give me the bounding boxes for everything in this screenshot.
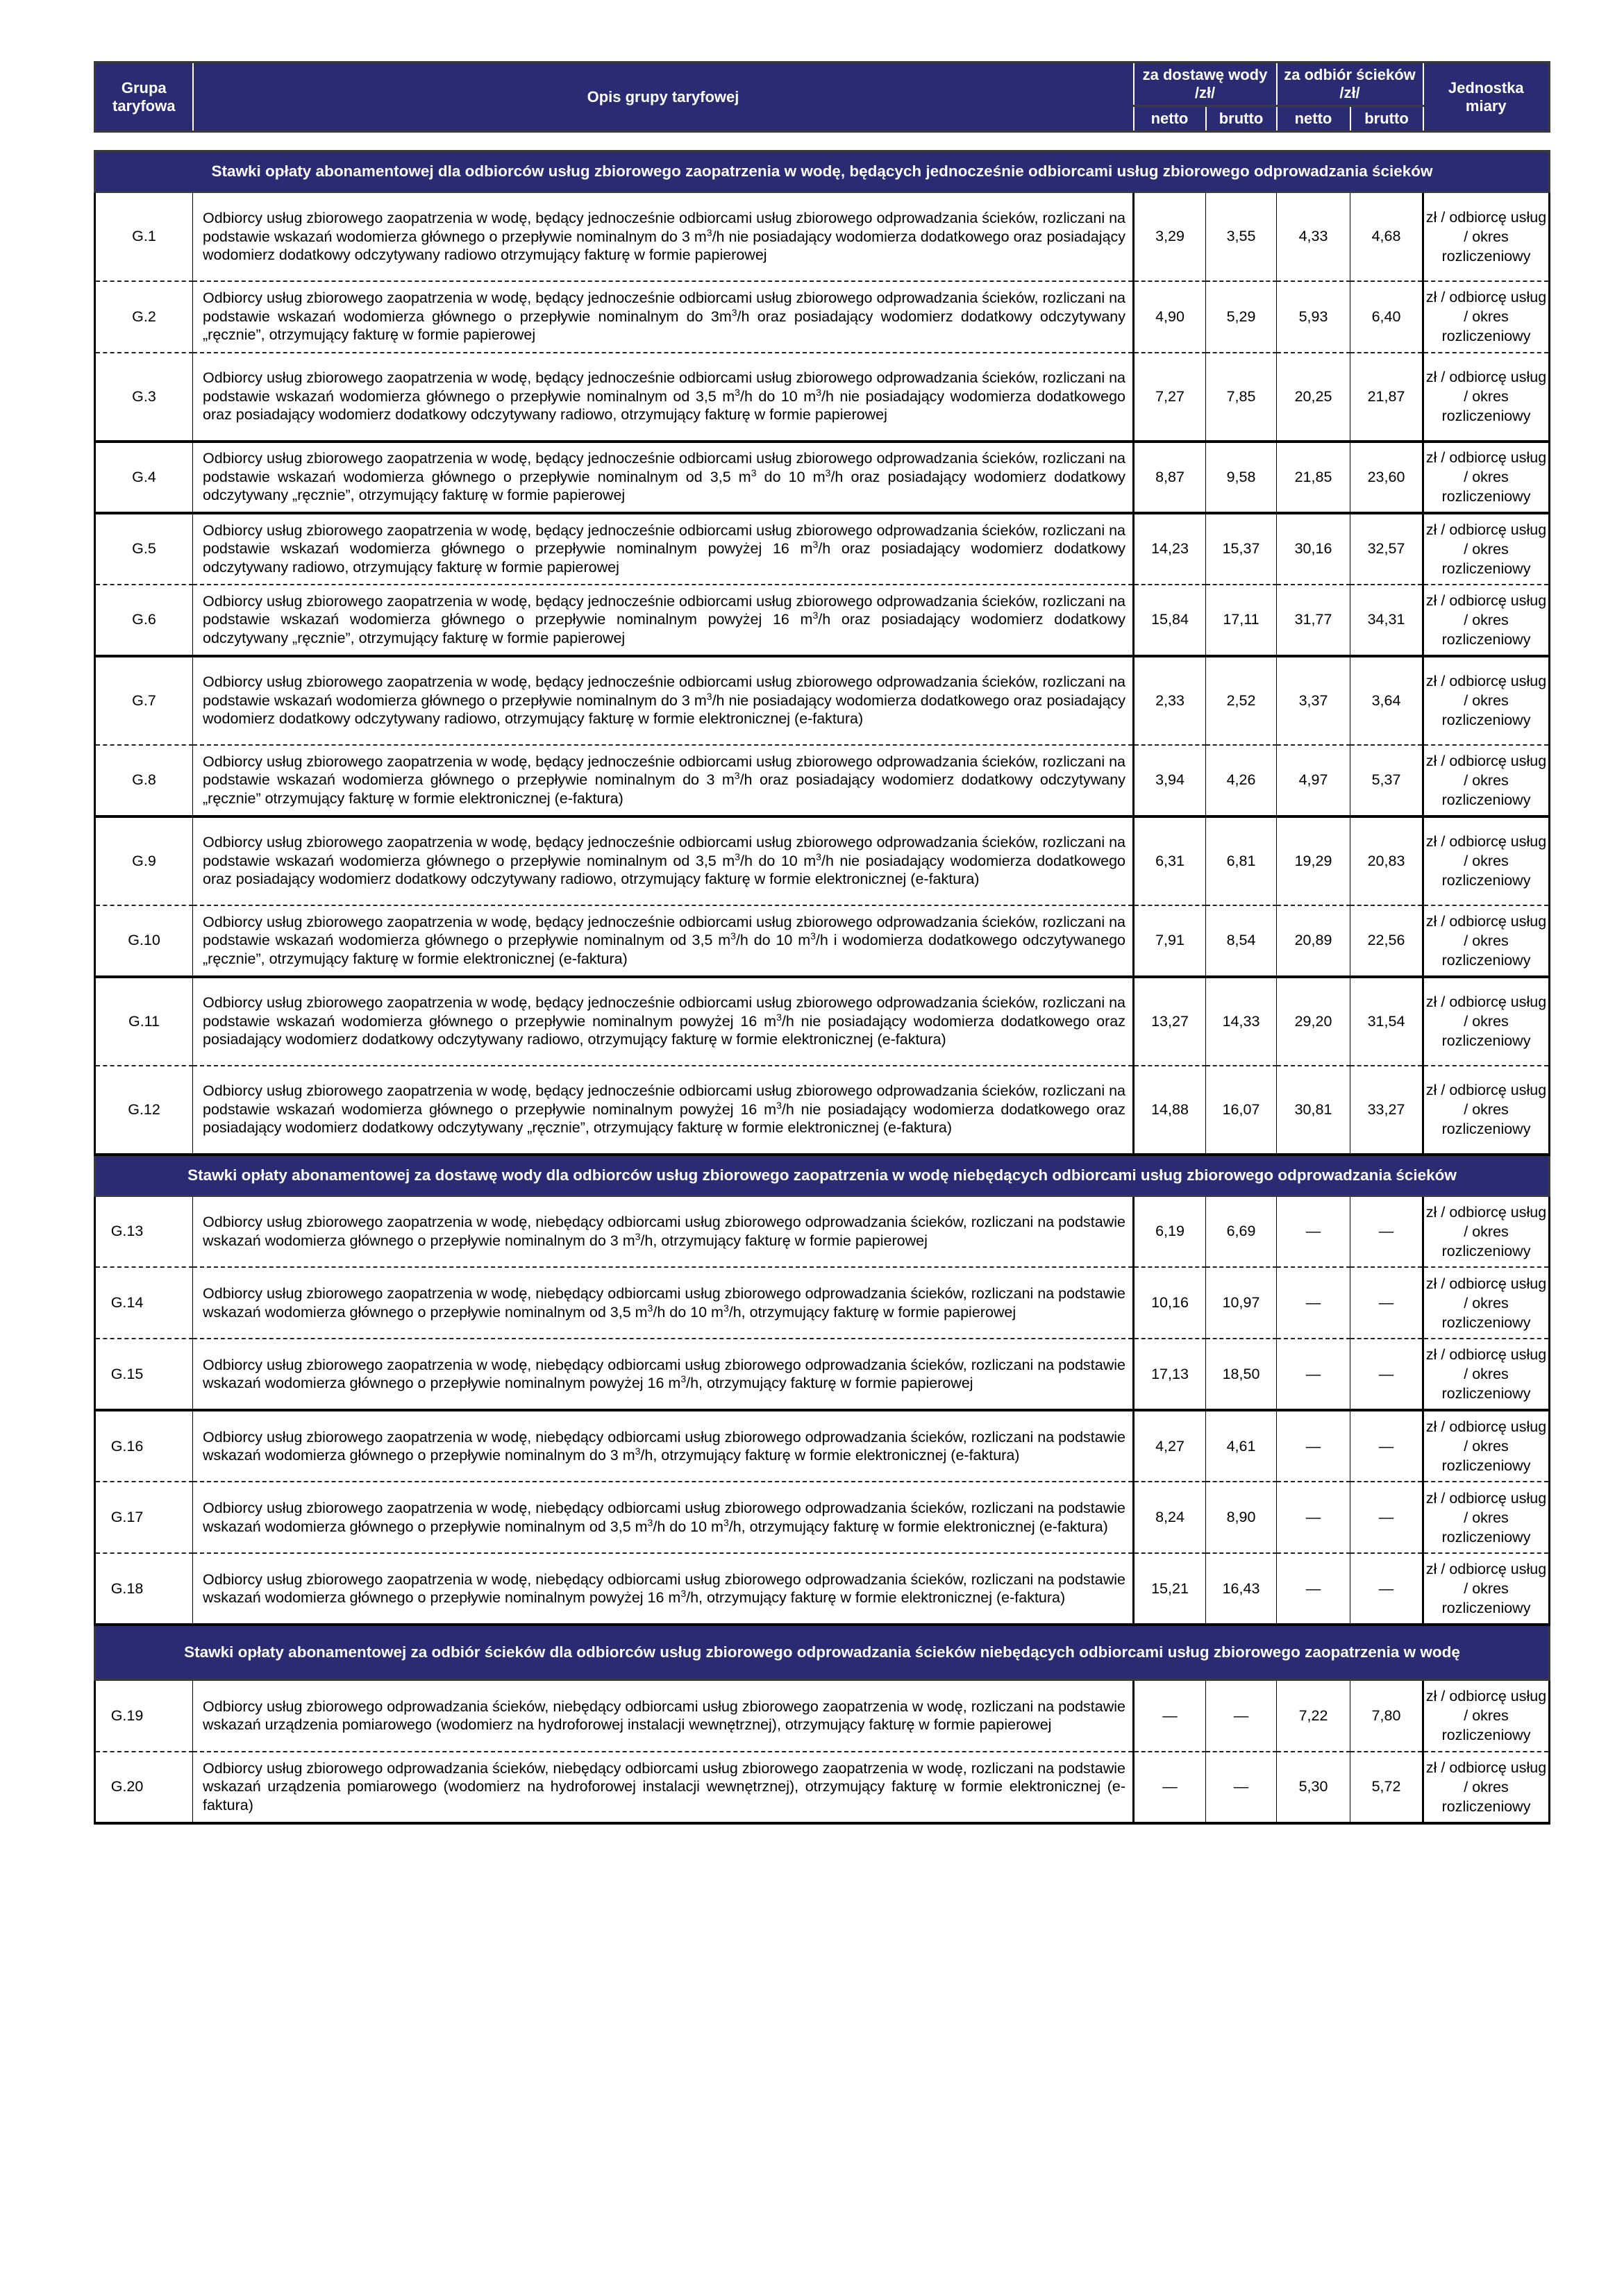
section-title: Stawki opłaty abonamentowej za odbiór ścieków dla odbiorców usług zbiorowego odprowadzania ścieków niebędących odbiorcami usług zbiorowego zaopatrzenia w wodę bbox=[95, 1625, 1550, 1680]
description-cell: Odbiorcy usług zbiorowego zaopatrzenia w wodę, niebędący odbiorcami usług zbiorowego odprowadzania ścieków, rozliczani na podstawie wskazań wodomierza głównego o przepływie nominalnym do 3 $m^3/h$, otrzymujący fakturę w formie papierowej bbox=[193, 1196, 1134, 1267]
sewage-netto-cell: 20,25 bbox=[1277, 353, 1350, 442]
description-cell: Odbiorcy usług zbiorowego zaopatrzenia w wodę, niebędący odbiorcami usług zbiorowego odprowadzania ścieków, rozliczani na podstawie wskazań wodomierza głównego o przepływie nominalnym powyżej 16 $m^3/h$, otrzymujący fakturę w formie elektronicznej (e-faktura) bbox=[193, 1553, 1134, 1625]
water-brutto-cell: 17,11 bbox=[1206, 585, 1277, 656]
water-brutto-cell: 2,52 bbox=[1206, 656, 1277, 745]
water-brutto-cell: 14,33 bbox=[1206, 977, 1277, 1066]
sewage-brutto-cell: — bbox=[1350, 1553, 1423, 1625]
sewage-brutto-cell: 3,64 bbox=[1350, 656, 1423, 745]
table-row bbox=[95, 585, 1550, 656]
sewage-brutto-cell: 6,40 bbox=[1350, 281, 1423, 353]
group-code-cell: G.5 bbox=[95, 513, 193, 585]
sewage-netto-cell: 20,89 bbox=[1277, 905, 1350, 977]
sewage-brutto-cell: 23,60 bbox=[1350, 442, 1423, 513]
unit-cell: zł / odbiorcę usług / okres rozliczeniowy bbox=[1423, 1553, 1550, 1625]
table-row bbox=[95, 1339, 1550, 1410]
group-code-cell: G.6 bbox=[95, 585, 193, 656]
sewage-brutto-cell: 33,27 bbox=[1350, 1066, 1423, 1155]
sewage-netto-cell: 4,97 bbox=[1277, 745, 1350, 816]
section-title: Stawki opłaty abonamentowej dla odbiorców usług zbiorowego zaopatrzenia w wodę, będących jednocześnie odbiorcami usług zbiorowego odprowadzania ścieków bbox=[95, 151, 1550, 192]
description-cell: Odbiorcy usług zbiorowego zaopatrzenia w wodę, będący jednocześnie odbiorcami usług zbiorowego odprowadzania ścieków, rozliczani na podstawie wskazań wodomierza głównego o przepływie nominalnym od 3,5 $m^3/h$ do 10 $m^3/h$ i wodomierza dodatkowego odczytywanego „ręcznie”, otrzymujący fakturę w formie elektronicznej (e-faktura) bbox=[193, 905, 1134, 977]
water-netto-cell: 2,33 bbox=[1134, 656, 1206, 745]
unit-cell: zł / odbiorcę usług / okres rozliczeniowy bbox=[1423, 1196, 1550, 1267]
sewage-brutto-cell: — bbox=[1350, 1196, 1423, 1267]
sewage-netto-cell: 4,33 bbox=[1277, 192, 1350, 281]
group-code-cell: G.10 bbox=[95, 905, 193, 977]
group-code-cell: G.8 bbox=[95, 745, 193, 816]
unit-cell: zł / odbiorcę usług / okres rozliczeniowy bbox=[1423, 353, 1550, 442]
unit-cell: zł / odbiorcę usług / okres rozliczeniowy bbox=[1423, 656, 1550, 745]
sewage-brutto-cell: 32,57 bbox=[1350, 513, 1423, 585]
sewage-netto-cell: — bbox=[1277, 1196, 1350, 1267]
water-netto-cell: 3,29 bbox=[1134, 192, 1206, 281]
sewage-brutto-cell: — bbox=[1350, 1339, 1423, 1410]
water-netto-cell: 14,23 bbox=[1134, 513, 1206, 585]
sewage-netto-cell: 5,93 bbox=[1277, 281, 1350, 353]
water-netto-cell: 4,90 bbox=[1134, 281, 1206, 353]
water-brutto-cell: 4,61 bbox=[1206, 1410, 1277, 1482]
unit-cell: zł / odbiorcę usług / okres rozliczeniowy bbox=[1423, 977, 1550, 1066]
table-row bbox=[95, 977, 1550, 1066]
unit-cell: zł / odbiorcę usług / okres rozliczeniowy bbox=[1423, 1066, 1550, 1155]
header-description-column: Opis grupy taryfowej bbox=[193, 62, 1134, 132]
table-row bbox=[95, 905, 1550, 977]
description-cell: Odbiorcy usług zbiorowego zaopatrzenia w wodę, będący jednocześnie odbiorcami usług zbiorowego odprowadzania ścieków, rozliczani na podstawie wskazań wodomierza głównego o przepływie nominalnym od 3,5 $m^3/h$ do 10 $m^3/h$ nie posiadający wodomierza dodatkowego oraz posiadający wodomierz dodatkowy odczytywany radiowo, otrzymujący fakturę w formie papierowej bbox=[193, 353, 1134, 442]
water-brutto-cell: 4,26 bbox=[1206, 745, 1277, 816]
group-code-cell: G.18 bbox=[95, 1553, 193, 1625]
table-row bbox=[95, 745, 1550, 816]
unit-cell: zł / odbiorcę usług / okres rozliczeniowy bbox=[1423, 905, 1550, 977]
water-netto-cell: 10,16 bbox=[1134, 1267, 1206, 1339]
tariff-header-table bbox=[94, 61, 1550, 133]
water-netto-cell: 7,91 bbox=[1134, 905, 1206, 977]
sewage-brutto-cell: 5,37 bbox=[1350, 745, 1423, 816]
section-header-row bbox=[95, 1625, 1550, 1680]
section-title: Stawki opłaty abonamentowej za dostawę wody dla odbiorców usług zbiorowego zaopatrzenia w wodę niebędących odbiorcami usług zbiorowego odprowadzania ścieków bbox=[95, 1155, 1550, 1196]
sewage-brutto-cell: — bbox=[1350, 1267, 1423, 1339]
table-row bbox=[95, 192, 1550, 281]
sewage-brutto-cell: — bbox=[1350, 1410, 1423, 1482]
description-cell: Odbiorcy usług zbiorowego zaopatrzenia w wodę, będący jednocześnie odbiorcami usług zbiorowego odprowadzania ścieków, rozliczani na podstawie wskazań wodomierza głównego o przepływie nominalnym od 3,5 $m^3$ do 10 $m^3/h$ oraz posiadający wodomierz dodatkowy odczytywany „ręcznie”, otrzymujący fakturę w formie papierowej bbox=[193, 442, 1134, 513]
header-sewage-netto: netto bbox=[1277, 106, 1350, 132]
water-netto-cell: 14,88 bbox=[1134, 1066, 1206, 1155]
sewage-netto-cell: 29,20 bbox=[1277, 977, 1350, 1066]
water-brutto-cell: 9,58 bbox=[1206, 442, 1277, 513]
table-row bbox=[95, 442, 1550, 513]
water-brutto-cell: 7,85 bbox=[1206, 353, 1277, 442]
group-code-cell: G.12 bbox=[95, 1066, 193, 1155]
header-sewage-column: za odbiór ścieków /zł/ bbox=[1277, 62, 1423, 106]
table-row bbox=[95, 1410, 1550, 1482]
unit-cell: zł / odbiorcę usług / okres rozliczeniowy bbox=[1423, 585, 1550, 656]
table-row bbox=[95, 1267, 1550, 1339]
description-cell: Odbiorcy usług zbiorowego zaopatrzenia w wodę, niebędący odbiorcami usług zbiorowego odprowadzania ścieków, rozliczani na podstawie wskazań wodomierza głównego o przepływie nominalnym od 3,5 $m^3/h$ do 10 $m^3/h$, otrzymujący fakturę w formie papierowej bbox=[193, 1267, 1134, 1339]
unit-cell: zł / odbiorcę usług / okres rozliczeniowy bbox=[1423, 442, 1550, 513]
unit-cell: zł / odbiorcę usług / okres rozliczeniowy bbox=[1423, 745, 1550, 816]
sewage-brutto-cell: 31,54 bbox=[1350, 977, 1423, 1066]
sewage-netto-cell: 5,30 bbox=[1277, 1752, 1350, 1823]
table-row bbox=[95, 816, 1550, 905]
water-brutto-cell: 8,54 bbox=[1206, 905, 1277, 977]
water-brutto-cell: 6,81 bbox=[1206, 816, 1277, 905]
water-brutto-cell: 10,97 bbox=[1206, 1267, 1277, 1339]
sewage-brutto-cell: 34,31 bbox=[1350, 585, 1423, 656]
sewage-brutto-cell: 5,72 bbox=[1350, 1752, 1423, 1823]
sewage-netto-cell: 3,37 bbox=[1277, 656, 1350, 745]
description-cell: Odbiorcy usług zbiorowego zaopatrzenia w wodę, niebędący odbiorcami usług zbiorowego odprowadzania ścieków, rozliczani na podstawie wskazań wodomierza głównego o przepływie nominalnym do 3 $m^3/h$, otrzymujący fakturę w formie elektronicznej (e-faktura) bbox=[193, 1410, 1134, 1482]
sewage-netto-cell: 21,85 bbox=[1277, 442, 1350, 513]
header-sewage-brutto: brutto bbox=[1350, 106, 1423, 132]
description-cell: Odbiorcy usług zbiorowego zaopatrzenia w wodę, będący jednocześnie odbiorcami usług zbiorowego odprowadzania ścieków, rozliczani na podstawie wskazań wodomierza głównego o przepływie nominalnym do $3m^3/h$ oraz posiadający wodomierz dodatkowy odczytywany „ręcznie”, otrzymujący fakturę w formie papierowej bbox=[193, 281, 1134, 353]
unit-cell: zł / odbiorcę usług / okres rozliczeniowy bbox=[1423, 1680, 1550, 1752]
water-netto-cell: 15,21 bbox=[1134, 1553, 1206, 1625]
unit-cell: zł / odbiorcę usług / okres rozliczeniowy bbox=[1423, 281, 1550, 353]
water-netto-cell: 15,84 bbox=[1134, 585, 1206, 656]
water-brutto-cell: 15,37 bbox=[1206, 513, 1277, 585]
sewage-netto-cell: 31,77 bbox=[1277, 585, 1350, 656]
water-netto-cell: 6,19 bbox=[1134, 1196, 1206, 1267]
header-unit-column: Jednostka miary bbox=[1423, 62, 1550, 132]
water-netto-cell: 7,27 bbox=[1134, 353, 1206, 442]
group-code-cell: G.19 bbox=[95, 1680, 193, 1752]
section-header-row bbox=[95, 151, 1550, 192]
tariff-rates-table bbox=[94, 150, 1550, 1825]
water-brutto-cell: 3,55 bbox=[1206, 192, 1277, 281]
water-netto-cell: 3,94 bbox=[1134, 745, 1206, 816]
group-code-cell: G.4 bbox=[95, 442, 193, 513]
unit-cell: zł / odbiorcę usług / okres rozliczeniowy bbox=[1423, 1752, 1550, 1823]
description-cell: Odbiorcy usług zbiorowego odprowadzania ścieków, niebędący odbiorcami usług zbiorowego zaopatrzenia w wodę, rozliczani na podstawie wskazań urządzenia pomiarowego (wodomierz na hydroforowej instalacji wewnętrznej), otrzymujący fakturę w formie elektronicznej (e-faktura) bbox=[193, 1752, 1134, 1823]
water-netto-cell: — bbox=[1134, 1752, 1206, 1823]
water-netto-cell: 8,24 bbox=[1134, 1482, 1206, 1553]
sewage-netto-cell: — bbox=[1277, 1339, 1350, 1410]
sewage-brutto-cell: 20,83 bbox=[1350, 816, 1423, 905]
sewage-netto-cell: 19,29 bbox=[1277, 816, 1350, 905]
header-water-column: za dostawę wody /zł/ bbox=[1134, 62, 1277, 106]
sewage-netto-cell: — bbox=[1277, 1267, 1350, 1339]
header-water-netto: netto bbox=[1134, 106, 1206, 132]
unit-cell: zł / odbiorcę usług / okres rozliczeniowy bbox=[1423, 1482, 1550, 1553]
table-row bbox=[95, 281, 1550, 353]
sewage-netto-cell: 30,16 bbox=[1277, 513, 1350, 585]
group-code-cell: G.9 bbox=[95, 816, 193, 905]
water-netto-cell: 17,13 bbox=[1134, 1339, 1206, 1410]
description-cell: Odbiorcy usług zbiorowego zaopatrzenia w wodę, będący jednocześnie odbiorcami usług zbiorowego odprowadzania ścieków, rozliczani na podstawie wskazań wodomierza głównego o przepływie nominalnym do 3 $m^3/h$ nie posiadający wodomierza dodatkowego oraz posiadający wodomierz dodatkowy odczytywany radiowo, otrzymujący fakturę w formie elektronicznej (e-faktura) bbox=[193, 656, 1134, 745]
sewage-netto-cell: — bbox=[1277, 1553, 1350, 1625]
water-brutto-cell: 16,43 bbox=[1206, 1553, 1277, 1625]
table-row bbox=[95, 1066, 1550, 1155]
group-code-cell: G.20 bbox=[95, 1752, 193, 1823]
water-netto-cell: 13,27 bbox=[1134, 977, 1206, 1066]
unit-cell: zł / odbiorcę usług / okres rozliczeniowy bbox=[1423, 1410, 1550, 1482]
water-brutto-cell: 5,29 bbox=[1206, 281, 1277, 353]
unit-cell: zł / odbiorcę usług / okres rozliczeniowy bbox=[1423, 816, 1550, 905]
table-row bbox=[95, 513, 1550, 585]
group-code-cell: G.14 bbox=[95, 1267, 193, 1339]
header-water-brutto: brutto bbox=[1206, 106, 1277, 132]
sewage-brutto-cell: 22,56 bbox=[1350, 905, 1423, 977]
unit-cell: zł / odbiorcę usług / okres rozliczeniowy bbox=[1423, 513, 1550, 585]
water-netto-cell: 8,87 bbox=[1134, 442, 1206, 513]
sewage-brutto-cell: — bbox=[1350, 1482, 1423, 1553]
water-brutto-cell: 6,69 bbox=[1206, 1196, 1277, 1267]
description-cell: Odbiorcy usług zbiorowego zaopatrzenia w wodę, będący jednocześnie odbiorcami usług zbiorowego odprowadzania ścieków, rozliczani na podstawie wskazań wodomierza głównego o przepływie nominalnym powyżej 16 $m^3/h$ oraz posiadający wodomierz dodatkowy odczytywany „ręcznie”, otrzymujący fakturę w formie papierowej bbox=[193, 585, 1134, 656]
water-netto-cell: 4,27 bbox=[1134, 1410, 1206, 1482]
table-row bbox=[95, 1553, 1550, 1625]
sewage-netto-cell: — bbox=[1277, 1482, 1350, 1553]
group-code-cell: G.1 bbox=[95, 192, 193, 281]
water-netto-cell: — bbox=[1134, 1680, 1206, 1752]
group-code-cell: G.16 bbox=[95, 1410, 193, 1482]
water-brutto-cell: — bbox=[1206, 1680, 1277, 1752]
table-row bbox=[95, 1680, 1550, 1752]
unit-cell: zł / odbiorcę usług / okres rozliczeniowy bbox=[1423, 1267, 1550, 1339]
description-cell: Odbiorcy usług zbiorowego zaopatrzenia w wodę, niebędący odbiorcami usług zbiorowego odprowadzania ścieków, rozliczani na podstawie wskazań wodomierza głównego o przepływie nominalnym powyżej 16 $m^3/h$, otrzymujący fakturę w formie papierowej bbox=[193, 1339, 1134, 1410]
table-row bbox=[95, 1196, 1550, 1267]
description-cell: Odbiorcy usług zbiorowego zaopatrzenia w wodę, będący jednocześnie odbiorcami usług zbiorowego odprowadzania ścieków, rozliczani na podstawie wskazań wodomierza głównego o przepływie nominalnym powyżej 16 $m^3/h$ nie posiadający wodomierza dodatkowego oraz posiadający wodomierz dodatkowy odczytywany radiowo, otrzymujący fakturę w formie elektronicznej (e-faktura) bbox=[193, 977, 1134, 1066]
sewage-netto-cell: — bbox=[1277, 1410, 1350, 1482]
water-brutto-cell: — bbox=[1206, 1752, 1277, 1823]
sewage-netto-cell: 7,22 bbox=[1277, 1680, 1350, 1752]
sewage-netto-cell: 30,81 bbox=[1277, 1066, 1350, 1155]
unit-cell: zł / odbiorcę usług / okres rozliczeniowy bbox=[1423, 192, 1550, 281]
water-netto-cell: 6,31 bbox=[1134, 816, 1206, 905]
description-cell: Odbiorcy usług zbiorowego zaopatrzenia w wodę, będący jednocześnie odbiorcami usług zbiorowego odprowadzania ścieków, rozliczani na podstawie wskazań wodomierza głównego o przepływie nominalnym do 3 $m^3/h$ oraz posiadający wodomierz dodatkowy odczytywany „ręcznie” otrzymujący fakturę w formie elektronicznej (e-faktura) bbox=[193, 745, 1134, 816]
group-code-cell: G.7 bbox=[95, 656, 193, 745]
table-row bbox=[95, 656, 1550, 745]
table-row bbox=[95, 1482, 1550, 1553]
description-cell: Odbiorcy usług zbiorowego zaopatrzenia w wodę, będący jednocześnie odbiorcami usług zbiorowego odprowadzania ścieków, rozliczani na podstawie wskazań wodomierza głównego o przepływie nominalnym powyżej 16 $m^3/h$ nie posiadający wodomierza dodatkowego oraz posiadający wodomierz dodatkowy odczytywany „ręcznie”, otrzymujący fakturę w formie elektronicznej (e-faktura) bbox=[193, 1066, 1134, 1155]
sewage-brutto-cell: 7,80 bbox=[1350, 1680, 1423, 1752]
group-code-cell: G.3 bbox=[95, 353, 193, 442]
group-code-cell: G.15 bbox=[95, 1339, 193, 1410]
table-row bbox=[95, 1752, 1550, 1823]
unit-cell: zł / odbiorcę usług / okres rozliczeniowy bbox=[1423, 1339, 1550, 1410]
sewage-brutto-cell: 21,87 bbox=[1350, 353, 1423, 442]
group-code-cell: G.17 bbox=[95, 1482, 193, 1553]
header-group-column: Grupa taryfowa bbox=[95, 62, 193, 132]
description-cell: Odbiorcy usług zbiorowego zaopatrzenia w wodę, będący jednocześnie odbiorcami usług zbiorowego odprowadzania ścieków, rozliczani na podstawie wskazań wodomierza głównego o przepływie nominalnym do 3 $m^3/h$ nie posiadający wodomierza dodatkowego oraz posiadający wodomierz dodatkowy odczytywany radiowo otrzymujący fakturę w formie papierowej bbox=[193, 192, 1134, 281]
description-cell: Odbiorcy usług zbiorowego zaopatrzenia w wodę, będący jednocześnie odbiorcami usług zbiorowego odprowadzania ścieków, rozliczani na podstawie wskazań wodomierza głównego o przepływie nominalnym powyżej 16 $m^3/h$ oraz posiadający wodomierz dodatkowy odczytywany radiowo, otrzymujący fakturę w formie papierowej bbox=[193, 513, 1134, 585]
description-cell: Odbiorcy usług zbiorowego zaopatrzenia w wodę, będący jednocześnie odbiorcami usług zbiorowego odprowadzania ścieków, rozliczani na podstawie wskazań wodomierza głównego o przepływie nominalnym od 3,5 $m^3/h$ do 10 $m^3/h$ nie posiadający wodomierza dodatkowego oraz posiadający wodomierz dodatkowy odczytywany radiowo, otrzymujący fakturę w formie elektronicznej (e-faktura) bbox=[193, 816, 1134, 905]
table-row bbox=[95, 353, 1550, 442]
group-code-cell: G.11 bbox=[95, 977, 193, 1066]
water-brutto-cell: 8,90 bbox=[1206, 1482, 1277, 1553]
water-brutto-cell: 16,07 bbox=[1206, 1066, 1277, 1155]
section-header-row bbox=[95, 1155, 1550, 1196]
sewage-brutto-cell: 4,68 bbox=[1350, 192, 1423, 281]
description-cell: Odbiorcy usług zbiorowego zaopatrzenia w wodę, niebędący odbiorcami usług zbiorowego odprowadzania ścieków, rozliczani na podstawie wskazań wodomierza głównego o przepływie nominalnym od 3,5 $m^3/h$ do 10 $m^3/h$, otrzymujący fakturę w formie elektronicznej (e-faktura) bbox=[193, 1482, 1134, 1553]
water-brutto-cell: 18,50 bbox=[1206, 1339, 1277, 1410]
group-code-cell: G.13 bbox=[95, 1196, 193, 1267]
group-code-cell: G.2 bbox=[95, 281, 193, 353]
description-cell: Odbiorcy usług zbiorowego odprowadzania ścieków, niebędący odbiorcami usług zbiorowego zaopatrzenia w wodę, rozliczani na podstawie wskazań urządzenia pomiarowego (wodomierz na hydroforowej instalacji wewnętrznej), otrzymujący fakturę w formie papierowej bbox=[193, 1680, 1134, 1752]
